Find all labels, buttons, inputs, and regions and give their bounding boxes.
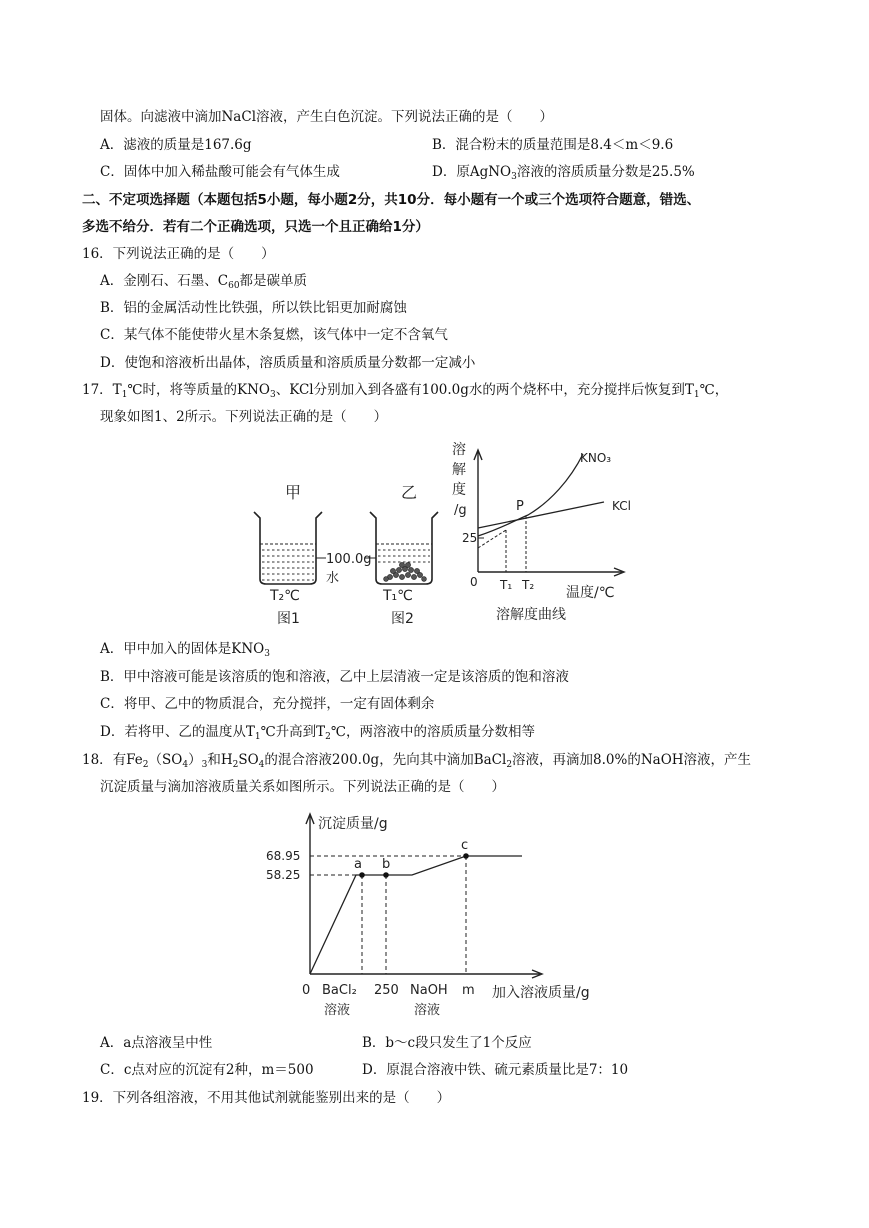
solubility-x-axis-label: 温度/℃: [566, 585, 615, 601]
solubility-tick-t2: T₂: [522, 578, 535, 592]
q17-stem-line1: 17．$T_1℃$时，将等质量的$KNO_3$、KCl分别加入到各盛有100.0g水的两个烧杯中，充分搅拌后恢复到$T_1℃$，: [82, 382, 729, 400]
solubility-axis-char-3: 度: [452, 482, 466, 498]
q17-option-b: B．甲中溶液可能是该溶质的饱和溶液，乙中上层清液一定是该溶质的饱和溶液: [100, 669, 569, 685]
figure1-caption: 图1: [277, 611, 300, 627]
solubility-axis-char-2: 解: [452, 462, 466, 478]
beaker1-temp: T₂℃: [270, 588, 300, 604]
x-label-naoh: NaOH: [410, 983, 448, 998]
solubility-tick-t1: T₁: [500, 578, 513, 592]
q15-stem-tail: 固体。向滤液中滴加NaCl溶液，产生白色沉淀。下列说法正确的是（ ）: [100, 109, 554, 125]
solubility-curve-chart: [452, 441, 631, 623]
q17-figure: [240, 432, 640, 632]
solubility-axis-unit: /g: [454, 503, 467, 518]
point-b: [383, 872, 389, 878]
solubility-tick-25: 25: [462, 531, 478, 545]
point-c-label: c: [461, 838, 469, 853]
x-label-naoh-solution: 溶液: [414, 1003, 441, 1018]
solubility-caption: 溶解度曲线: [496, 607, 566, 623]
undissolved-solid: [384, 562, 427, 581]
x-label-bacl2: BaCl₂: [322, 983, 357, 998]
y-tick-68-95: 68.95: [266, 849, 301, 863]
q16-option-c: C．某气体不能使带火星木条复燃，该气体中一定不含氧气: [100, 327, 448, 343]
beaker1: [254, 512, 322, 584]
q18-option-c: C．c点对应的沉淀有2种，m＝500: [100, 1062, 314, 1078]
q17-option-a: A．甲中加入的固体是$KNO_3$: [100, 641, 270, 659]
point-a-label: a: [354, 857, 362, 872]
q15-option-c: C．固体中加入稀盐酸可能会有气体生成: [100, 164, 340, 180]
precipitate-y-axis-label: 沉淀质量/g: [318, 816, 388, 832]
q17-option-d: D．若将甲、乙的温度从$T_1℃$升高到$T_2℃$，两溶液中的溶质质量分数相等: [100, 724, 536, 742]
intersection-point-label: P: [516, 499, 524, 514]
precipitate-line: [310, 856, 522, 974]
kno3-curve-label: KNO₃: [580, 451, 612, 465]
x-tick-250: 250: [374, 983, 399, 998]
x-tick-0: 0: [302, 983, 311, 998]
q15-option-b: B．混合粉末的质量范围是8.4＜m＜9.6: [432, 137, 674, 153]
q16-option-b: B．铝的金属活动性比铁强，所以铁比铝更加耐腐蚀: [100, 300, 407, 316]
section2-header-line2: 多选不给分．若有二个正确选项，只选一个且正确给1分）: [82, 219, 429, 235]
q16-option-a: A．金刚石、石墨、$C_{60}$都是碳单质: [100, 273, 308, 291]
precipitate-x-axis-label: 加入溶液质量/g: [492, 985, 590, 1001]
q16-stem: 16．下列说法正确的是（ ）: [82, 246, 275, 262]
q18-option-d: D．原混合溶液中铁、硫元素质量比是7：10: [362, 1062, 629, 1078]
q17-option-c: C．将甲、乙中的物质混合，充分搅拌，一定有固体剩余: [100, 696, 435, 712]
q18-stem-line1: 18．有$Fe_2(SO_4)_3$和$H_2SO_4$的混合溶液200.0g，先向其中滴加BaCl$_2$溶液，再滴加8.0%的NaOH溶液，产生: [82, 752, 752, 770]
point-b-label: b: [382, 857, 391, 872]
solubility-axis-char-1: 溶: [452, 442, 466, 458]
point-c: [463, 853, 469, 859]
q15-option-d: D．原AgNO$_3$溶液的溶质质量分数是25.5%: [432, 164, 695, 182]
section2-header-line1: 二、不定项选择题（本题包括5小题，每小题2分，共10分．每小题有一个或三个选项符合题意，错选、: [82, 192, 701, 208]
q18-precipitate-graph: [252, 808, 612, 1030]
x-label-bacl2-solution: 溶液: [324, 1003, 351, 1018]
q18-stem-line2: 沉淀质量与滴加溶液质量关系如图所示。下列说法正确的是（ ）: [100, 779, 505, 795]
beaker2: [370, 512, 438, 584]
x-tick-m: m: [462, 983, 475, 998]
beaker1-label: 甲: [285, 483, 302, 502]
water-word-label: 水: [326, 571, 340, 586]
q16-option-d: D．使饱和溶液析出晶体，溶质质量和溶质质量分数都一定减小: [100, 355, 476, 371]
y-tick-58-25: 58.25: [266, 868, 301, 882]
water-amount-label: 100.0g: [326, 552, 372, 567]
q19-stem: 19．下列各组溶液，不用其他试剂就能鉴别出来的是（ ）: [82, 1090, 451, 1106]
q18-option-b: B．b～c段只发生了1个反应: [362, 1035, 532, 1051]
kno3-curve: [478, 454, 583, 536]
q15-option-a: A．滤液的质量是167.6g: [100, 137, 252, 153]
beaker2-temp: T₁℃: [383, 588, 413, 604]
beaker2-label: 乙: [401, 483, 418, 502]
q18-option-a: A．a点溶液呈中性: [100, 1035, 213, 1051]
solubility-origin: 0: [470, 575, 478, 589]
kcl-curve-label: KCl: [612, 499, 631, 513]
q17-stem-line2: 现象如图1、2所示。下列说法正确的是（ ）: [100, 409, 388, 425]
point-a: [359, 872, 365, 878]
figure2-caption: 图2: [391, 611, 414, 627]
